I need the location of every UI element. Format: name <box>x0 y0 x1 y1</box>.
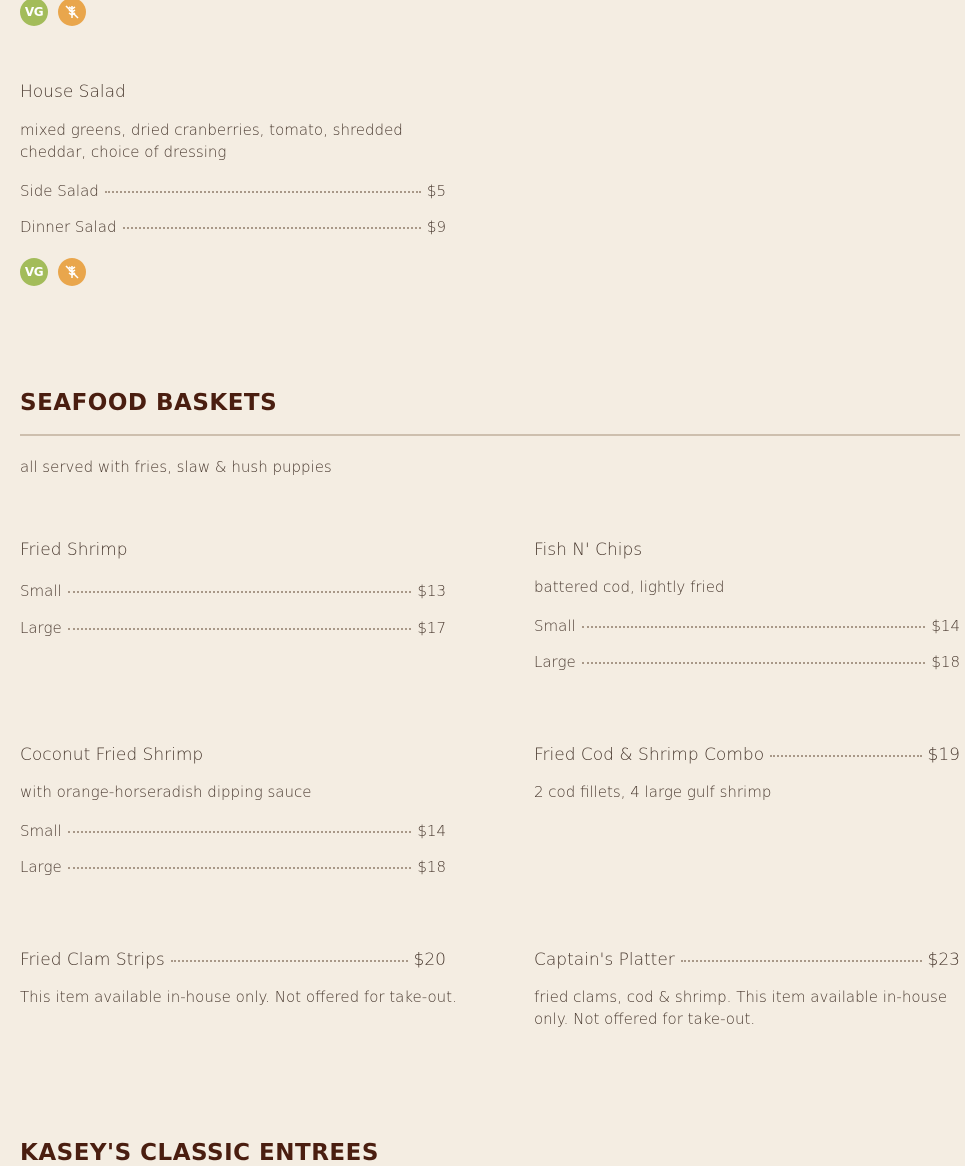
option-label: Small <box>20 582 62 600</box>
dot-leader <box>681 960 922 962</box>
option-label: Small <box>20 822 62 840</box>
dot-leader <box>68 628 412 630</box>
item-description: fried clams, cod & shrimp. This item available in-house only. Not offered for take-out. <box>534 988 948 1028</box>
dot-leader <box>105 191 421 193</box>
dot-leader <box>582 626 926 628</box>
section-note: all served with fries, slaw & hush puppies <box>20 458 332 476</box>
item-name: Fried Clam Strips <box>20 950 165 970</box>
item-option <box>20 582 446 600</box>
option-price: $17 <box>417 619 446 637</box>
item-description: with orange-horseradish dipping sauce <box>20 783 312 801</box>
item-name: Fried Cod & Shrimp Combo <box>534 745 765 765</box>
item-name: Fish N' Chips <box>534 540 643 560</box>
dot-leader <box>68 831 412 833</box>
option-price: $9 <box>426 218 446 236</box>
item-description: 2 cod fillets, 4 large gulf shrimp <box>534 783 772 801</box>
dot-leader <box>123 227 421 229</box>
item-price: $23 <box>927 950 960 970</box>
option-label: Large <box>534 653 576 671</box>
gluten-free-icon <box>58 0 86 26</box>
item-name: Captain's Platter <box>534 950 675 970</box>
item-name-row <box>534 950 960 970</box>
section-title-seafood-baskets: SEAFOOD BASKETS <box>20 390 278 416</box>
item-option <box>534 617 960 635</box>
option-label: Side Salad <box>20 182 99 200</box>
house-salad-option-side <box>20 182 446 200</box>
item-option <box>20 822 446 840</box>
item-price: $19 <box>927 745 960 765</box>
house-salad-badges <box>20 258 86 286</box>
option-label: Large <box>20 858 62 876</box>
item-option <box>534 653 960 671</box>
item-name-row <box>20 950 446 970</box>
vegan-icon: VG <box>20 0 48 26</box>
option-price: $14 <box>417 822 446 840</box>
dot-leader <box>770 755 921 757</box>
option-label: Small <box>534 617 576 635</box>
house-salad-name: House Salad <box>20 82 126 102</box>
item-name-row <box>534 745 960 765</box>
dot-leader <box>68 867 412 869</box>
gluten-free-icon <box>58 258 86 286</box>
item-price: $20 <box>413 950 446 970</box>
option-price: $13 <box>417 582 446 600</box>
option-price: $5 <box>426 182 446 200</box>
item-option <box>20 619 446 637</box>
house-salad-description: mixed greens, dried cranberries, tomato, shredded cheddar, choice of dressing <box>20 121 403 161</box>
dot-leader <box>68 591 412 593</box>
option-label: Large <box>20 619 62 637</box>
item-name: Fried Shrimp <box>20 540 128 560</box>
section-divider <box>20 434 960 436</box>
vegan-icon: VG <box>20 258 48 286</box>
item-description: This item available in-house only. Not offered for take-out. <box>20 988 457 1006</box>
item-name: Coconut Fried Shrimp <box>20 745 204 765</box>
dot-leader <box>582 662 926 664</box>
item-option <box>20 858 446 876</box>
option-price: $18 <box>931 653 960 671</box>
diet-badges-top <box>20 0 86 26</box>
item-description: battered cod, lightly fried <box>534 578 725 596</box>
dot-leader <box>171 960 408 962</box>
house-salad-option-dinner <box>20 218 446 236</box>
option-label: Dinner Salad <box>20 218 117 236</box>
option-price: $14 <box>931 617 960 635</box>
section-title-classic-entrees: KASEY'S CLASSIC ENTREES <box>20 1140 379 1166</box>
option-price: $18 <box>417 858 446 876</box>
